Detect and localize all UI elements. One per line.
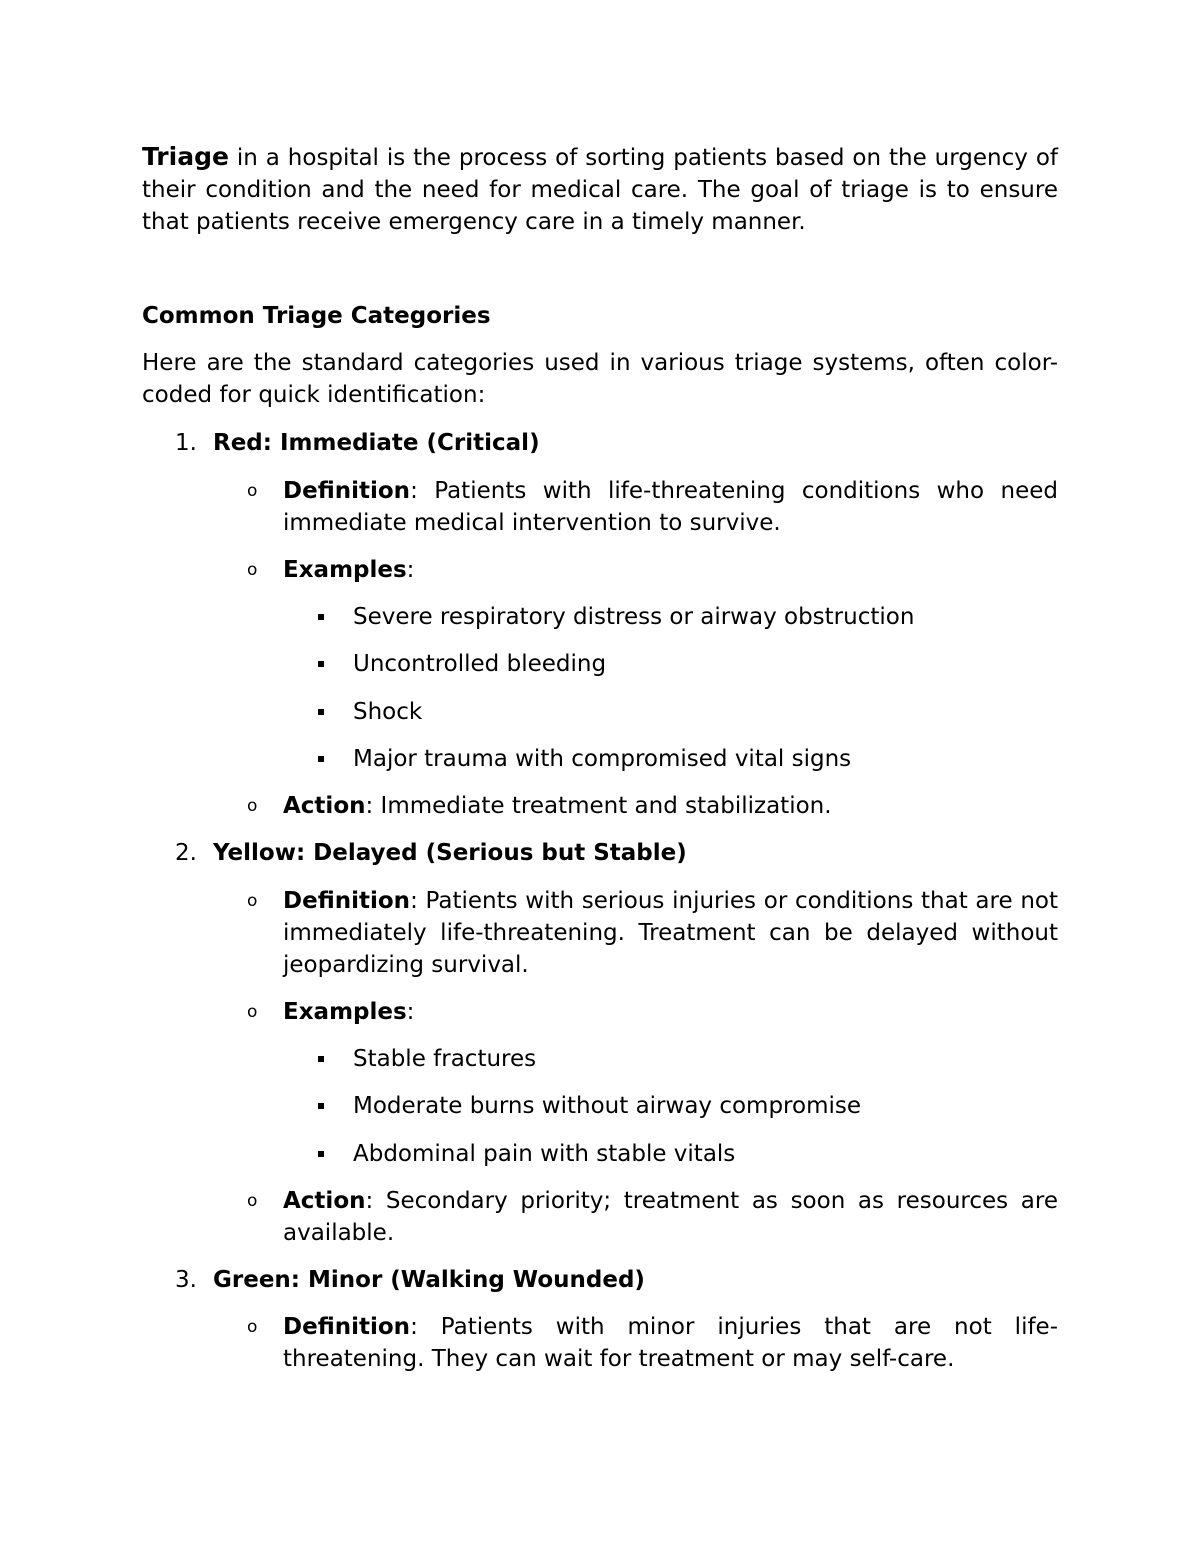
action-label: Action [283,793,366,819]
section-paragraph: Here are the standard categories used in various triage systems, often color-coded for quick identification: [142,350,1058,408]
intro-paragraph [142,141,1058,238]
example-text: Major trauma with compromised vital signs [353,746,852,772]
section-heading: Common Triage Categories [142,303,491,329]
square-bullet-icon [318,756,324,762]
square-bullet-icon [318,1103,324,1109]
examples-label: Examples [283,999,407,1025]
circle-bullet-icon: o [247,796,258,816]
circle-bullet-icon: o [247,481,258,501]
circle-bullet-icon: o [247,1317,258,1337]
category-number: 3. [175,1267,197,1293]
example-text: Stable fractures [353,1046,537,1072]
circle-bullet-icon: o [247,1002,258,1022]
action-label: Action [283,1188,366,1214]
examples-label: Examples [283,557,407,583]
example-text: Abdominal pain with stable vitals [353,1141,736,1167]
example-text: Severe respiratory distress or airway obstruction [353,604,915,630]
square-bullet-icon [318,709,324,715]
definition-label: Definition [283,1314,411,1340]
circle-bullet-icon: o [247,1191,258,1211]
square-bullet-icon [318,1056,324,1062]
examples-text: Examples: [283,999,415,1025]
category-number: 2. [175,840,197,866]
intro-lead-term: Triage [142,142,229,171]
intro-text: in a hospital is the process of sorting patients based on the urgency of their condition and the need for medical care. The goal of triage is to ensure that patients receive emergency care in a timely manner. [142,145,1058,235]
definition-text: Definition: Patients with serious injuries or conditions that are not immediately life-threatening. Treatment can be delayed without jeopardizing survival. [283,888,1058,978]
category-title: Red: Immediate (Critical) [213,430,540,456]
definition-label: Definition [283,478,411,504]
circle-bullet-icon: o [247,560,258,580]
examples-text: Examples: [283,557,415,583]
action-text: Action: Secondary priority; treatment as soon as resources are available. [283,1188,1058,1246]
example-text: Moderate burns without airway compromise [353,1093,862,1119]
example-text: Shock [353,699,423,725]
definition-text: Definition: Patients with life-threatening conditions who need immediate medical intervention to survive. [283,478,1058,536]
category-title: Green: Minor (Walking Wounded) [213,1267,645,1293]
category-number: 1. [175,430,197,456]
category-title: Yellow: Delayed (Serious but Stable) [213,840,687,866]
circle-bullet-icon: o [247,891,258,911]
definition-label: Definition [283,888,411,914]
square-bullet-icon [318,1151,324,1157]
definition-text: Definition: Patients with minor injuries that are not life-threatening. They can wait for treatment or may self-care. [283,1314,1058,1372]
square-bullet-icon [318,614,324,620]
example-text: Uncontrolled bleeding [353,651,607,677]
square-bullet-icon [318,661,324,667]
action-text: Action: Immediate treatment and stabilization. [283,793,832,819]
